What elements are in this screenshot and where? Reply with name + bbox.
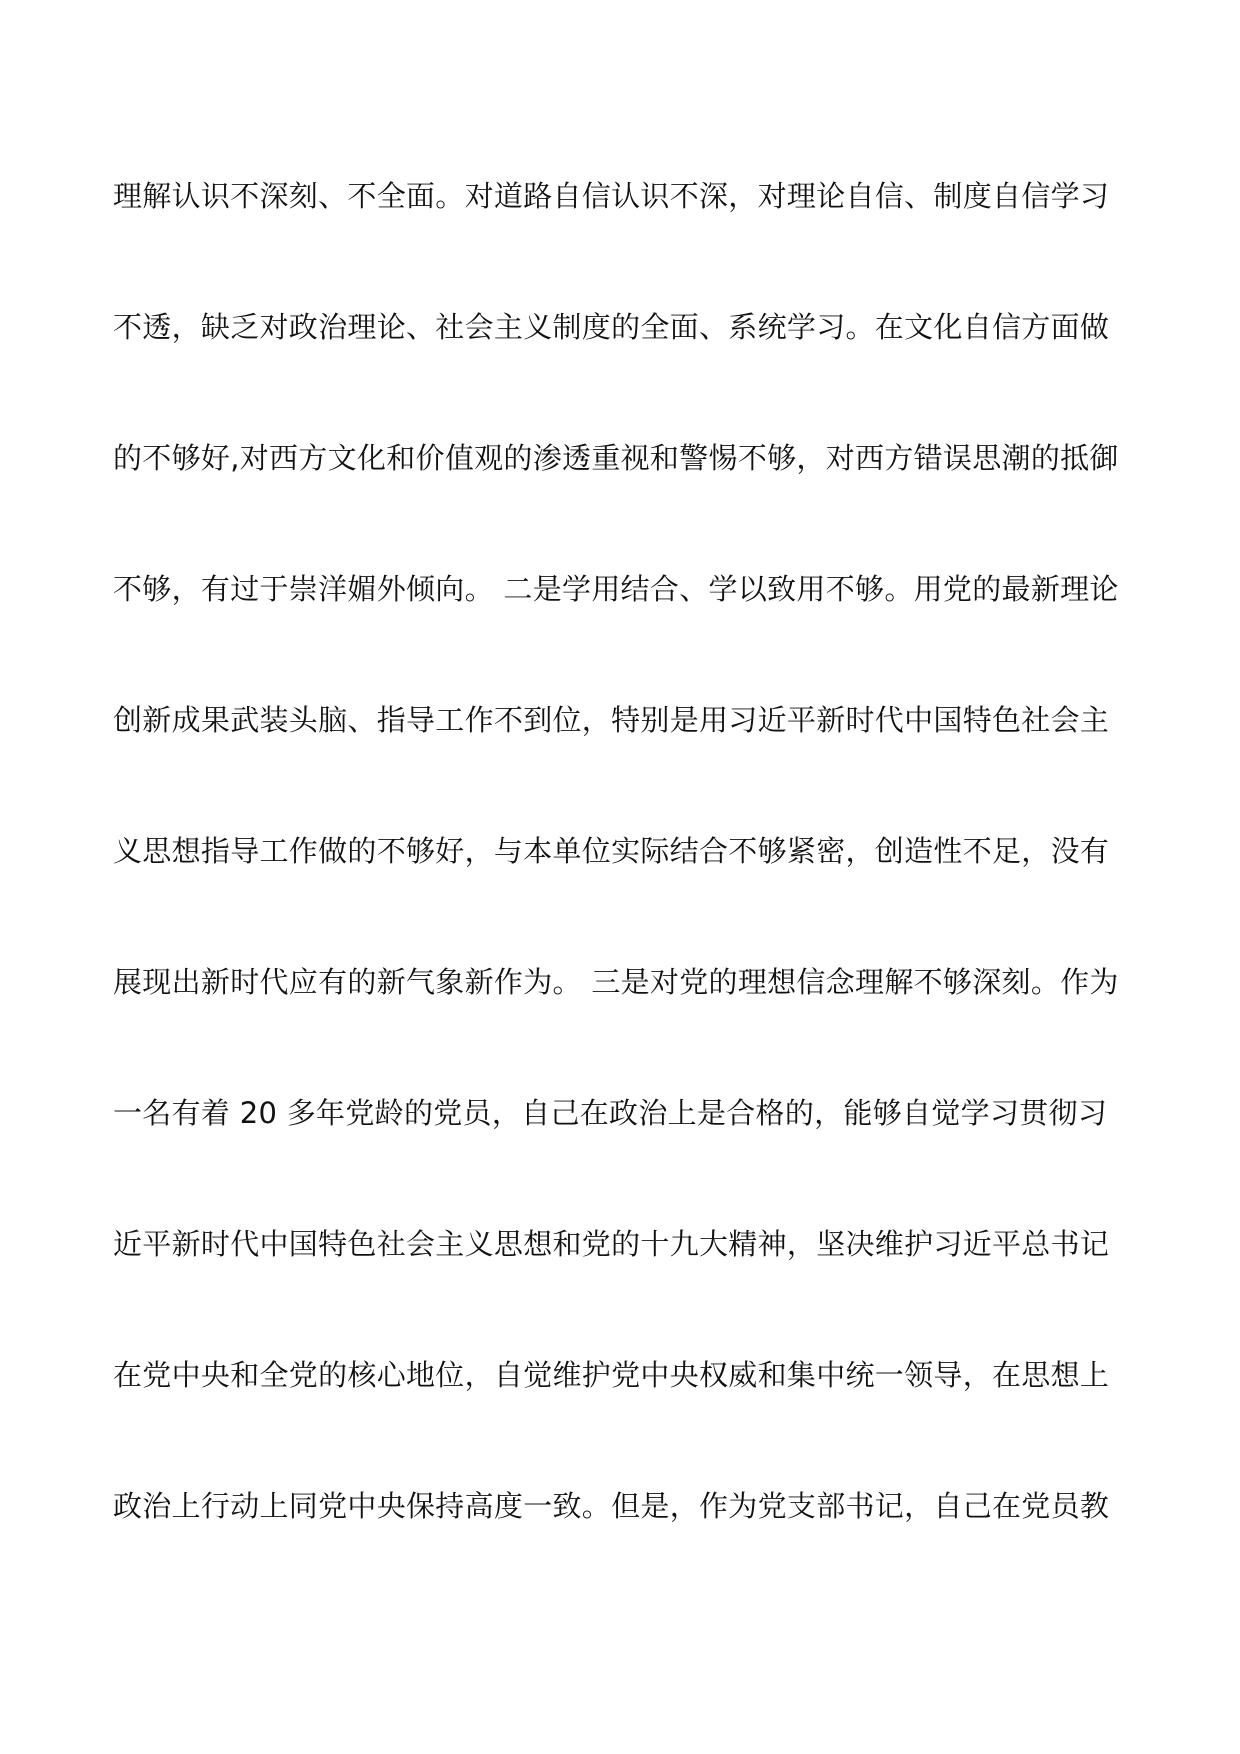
text-line-2: 不透，缺乏对政治理论、社会主义制度的全面、系统学习。在文化自信方面做 <box>113 310 1110 344</box>
body-text <box>113 160 1133 1601</box>
text-line-11: 政治上行动上同党中央保持高度一致。但是，作为党支部书记，自己在党员教 <box>113 1489 1110 1523</box>
text-line-9: 近平新时代中国特色社会主义思想和党的十九大精神，坚决维护习近平总书记 <box>113 1227 1110 1261</box>
text-line-7: 展现出新时代应有的新气象新作为。 三是对党的理想信念理解不够深刻。作为 <box>113 965 1119 999</box>
text-line-6: 义思想指导工作做的不够好，与本单位实际结合不够紧密，创造性不足，没有 <box>113 834 1110 868</box>
text-line-5: 创新成果武装头脑、指导工作不到位，特别是用习近平新时代中国特色社会主 <box>113 703 1110 737</box>
text-line-1: 理解认识不深刻、不全面。对道路自信认识不深，对理论自信、制度自信学习 <box>113 179 1110 213</box>
text-line-10: 在党中央和全党的核心地位，自觉维护党中央权威和集中统一领导，在思想上 <box>113 1358 1110 1392</box>
text-line-8: 一名有着 20 多年党龄的党员，自己在政治上是合格的，能够自觉学习贯彻习 <box>113 1096 1108 1130</box>
text-line-3: 的不够好,对西方文化和价值观的渗透重视和警惕不够，对西方错误思潮的抵御 <box>113 441 1119 475</box>
text-line-4: 不够，有过于崇洋媚外倾向。 二是学用结合、学以致用不够。用党的最新理论 <box>113 572 1119 606</box>
